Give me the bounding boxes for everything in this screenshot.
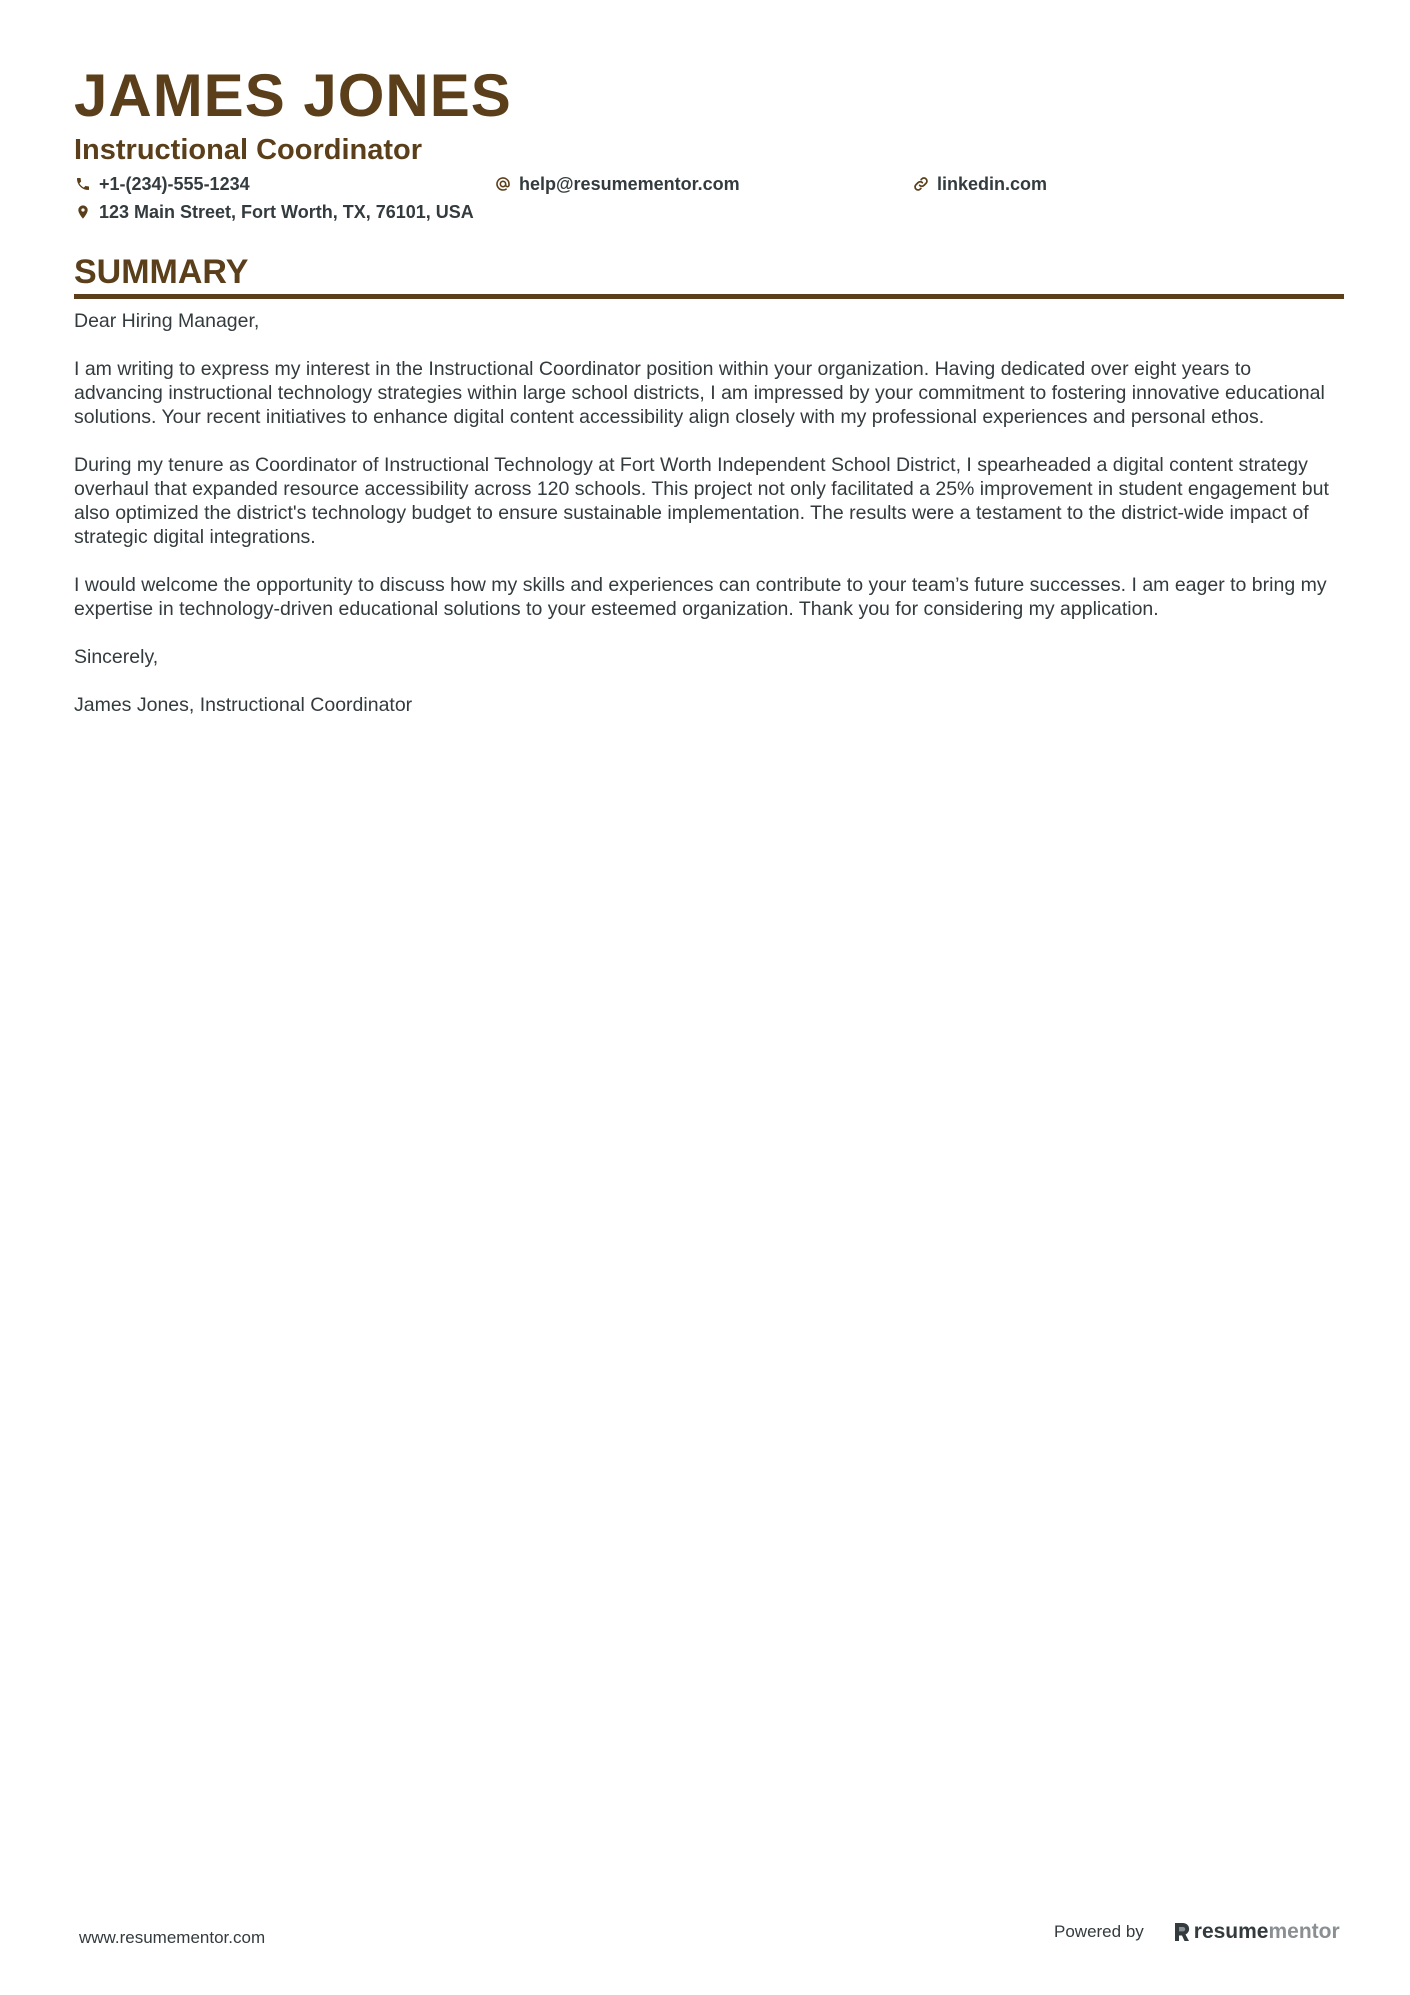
- at-icon: [494, 176, 511, 193]
- phone-icon: [74, 176, 91, 193]
- linkedin-link[interactable]: linkedin.com: [937, 174, 1048, 194]
- brand-logo[interactable]: [1174, 1920, 1340, 1944]
- contact-address: [74, 200, 494, 224]
- letter-body: [74, 309, 1344, 717]
- phone-number[interactable]: +1-(234)-555-1234: [99, 174, 250, 194]
- job-title: Instructional Coordinator: [74, 134, 422, 166]
- link-icon: [912, 176, 929, 193]
- letter-greeting: Dear Hiring Manager,: [74, 310, 260, 332]
- footer-website[interactable]: www.resumementor.com: [79, 1928, 266, 1947]
- footer-branding: [1054, 1920, 1340, 1944]
- letter-signature: James Jones, Instructional Coordinator: [74, 694, 413, 716]
- section-heading-summary: SUMMARY: [74, 252, 1344, 299]
- address: 123 Main Street, Fort Worth, TX, 76101, USA: [99, 202, 474, 222]
- brand-name-part1: resume: [1193, 1920, 1269, 1943]
- cover-letter-page: [74, 62, 1344, 741]
- contact-linkedin: [912, 172, 1344, 196]
- letter-paragraph: I would welcome the opportunity to discuss how my skills and experiences can contribute to your team’s future successes. I am eager to bring my expertise in technology-driven educational solutions to your esteemed organization. Thank you for considering my application.: [74, 574, 1327, 620]
- resumementor-logo-icon: [1174, 1922, 1190, 1942]
- map-pin-icon: [74, 204, 91, 221]
- candidate-name: JAMES JONES: [74, 62, 512, 129]
- letter-closing: Sincerely,: [74, 646, 159, 668]
- email-address[interactable]: help@resumementor.com: [519, 174, 740, 194]
- powered-by-label: Powered by: [1054, 1922, 1144, 1941]
- contact-email: [494, 172, 912, 196]
- contact-info: [74, 172, 1344, 224]
- letter-paragraph: I am writing to express my interest in the Instructional Coordinator position within your organization. Having dedicated over eight years to advancing instructional technology strategies within large school districts, I am impressed by your commitment to fostering innovative educational solutions. Your recent initiatives to enhance digital content accessibility align closely with my professional experiences and personal ethos.: [74, 358, 1325, 428]
- letter-paragraph: During my tenure as Coordinator of Instructional Technology at Fort Worth Independent School District, I spearheaded a digital content strategy overhaul that expanded resource accessibility across 120 schools. This project not only facilitated a 25% improvement in student engagement but also optimized the district's technology budget to ensure sustainable implementation. The results were a testament to the district-wide impact of strategic digital integrations.: [74, 454, 1329, 548]
- brand-name-part2: mentor: [1268, 1920, 1340, 1943]
- contact-phone: [74, 172, 494, 196]
